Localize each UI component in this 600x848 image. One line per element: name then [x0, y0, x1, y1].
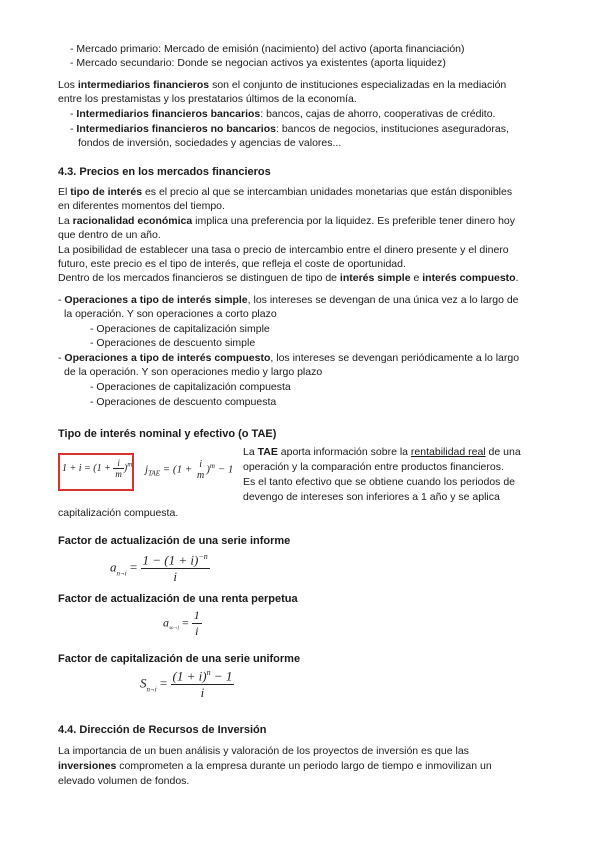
list-item: - Operaciones de capitalización compuesta: [90, 381, 291, 393]
list-item: - Operaciones a tipo de interés simple, los intereses se devengan de una única vez a lo largo de: [58, 294, 519, 306]
paragraph: El tipo de interés es el precio al que se intercambian unidades monetarias que están disponibles: [58, 186, 513, 198]
list-item: - Mercado secundario: Donde se negocian activos ya existentes (aporta liquidez): [70, 57, 446, 69]
paragraph: Es el tanto efectivo que se obtiene cuando los periodos de: [243, 476, 516, 488]
section-heading: 4.3. Precios en los mercados financieros: [58, 166, 271, 178]
paragraph: entre los prestamistas y los prestatarios últimos de la economía.: [58, 93, 357, 105]
list-item: - Intermediarios financieros bancarios: bancos, cajas de ahorro, cooperativas de crédito.: [70, 108, 496, 120]
paragraph: inversiones comprometen a la empresa durante un periodo largo de tiempo e inmovilizan un: [58, 760, 492, 772]
list-item: - Operaciones a tipo de interés compuesto, los intereses se devengan periódicamente a lo largo: [58, 352, 520, 364]
paragraph: devengo de intereses son inferiores a 1 año y se aplica: [243, 491, 500, 503]
list-item: - Mercado primario: Mercado de emisión (nacimiento) del activo (aporta financiación): [70, 43, 465, 55]
formula-nominal: 1 + i = (1 + $\frac{i}{m}$ )$^m$: [62, 458, 133, 479]
paragraph: La importancia de un buen análisis y valoración de los proyectos de inversión es que las: [58, 745, 469, 757]
paragraph: La posibilidad de establecer una tasa o precio de intercambio entre el dinero presente y el dinero: [58, 244, 509, 256]
list-item: la operación. Y son operaciones a corto plazo: [64, 308, 277, 320]
formula-tae: $j_{TAE} = (1$ + i m )$^m$ − 1: [145, 459, 234, 481]
paragraph: Los intermediarios financieros son el conjunto de instituciones especializadas en la mediación: [58, 79, 507, 91]
paragraph: La TAE aporta información sobre la rentabilidad real de una: [243, 446, 521, 458]
section-heading: Tipo de interés nominal y efectivo (o TAE): [58, 428, 277, 440]
paragraph: elevado volumen de fondos.: [58, 775, 190, 787]
paragraph: en diferentes momentos del tiempo.: [58, 200, 225, 212]
paragraph: futuro, este precio es el tipo de interés, que refleja el coste de oportunidad.: [58, 258, 406, 270]
list-item: - Intermediarios financieros no bancarios: bancos de negocios, instituciones aseguradoras,: [70, 123, 509, 135]
paragraph: operación y la comparación entre productos financieros.: [243, 461, 504, 473]
paragraph: capitalización compuesta.: [58, 507, 179, 519]
formula-heading: Factor de capitalización de una serie uniforme: [58, 653, 301, 665]
section-heading: 4.4. Dirección de Recursos de Inversión: [58, 724, 267, 736]
list-item: fondos de inversión, sociedades y agencias de valores...: [78, 137, 342, 149]
list-item: de la operación. Y son operaciones medio y largo plazo: [64, 366, 323, 378]
formula-annuity: $a_{n\neg i}$ = $\frac{1 - (1 + i)^{-n}}{i}$: [110, 552, 208, 585]
list-item: - Operaciones de descuento compuesta: [90, 396, 277, 408]
formula-heading: Factor de actualización de una renta perpetua: [58, 593, 298, 605]
paragraph: La racionalidad económica implica una preferencia por la liquidez. Es preferible tener dinero hoy: [58, 215, 515, 227]
paragraph: Dentro de los mercados financieros se distinguen de tipo de interés simple e interés compuesto.: [58, 272, 519, 284]
paragraph: que dentro de un año.: [58, 229, 161, 241]
list-item: - Operaciones de capitalización simple: [90, 323, 270, 335]
formula-heading: Factor de actualización de una serie informe: [58, 535, 291, 547]
formula-accumulation: $S_{n\neg i}$ = $\frac{(1 + i)^n - 1}{i}$: [140, 668, 233, 701]
formula-perpetuity: $a_{\infty\neg i}$ = $\frac{1}{i}$: [163, 608, 200, 638]
list-item: - Operaciones de descuento simple: [90, 337, 256, 349]
